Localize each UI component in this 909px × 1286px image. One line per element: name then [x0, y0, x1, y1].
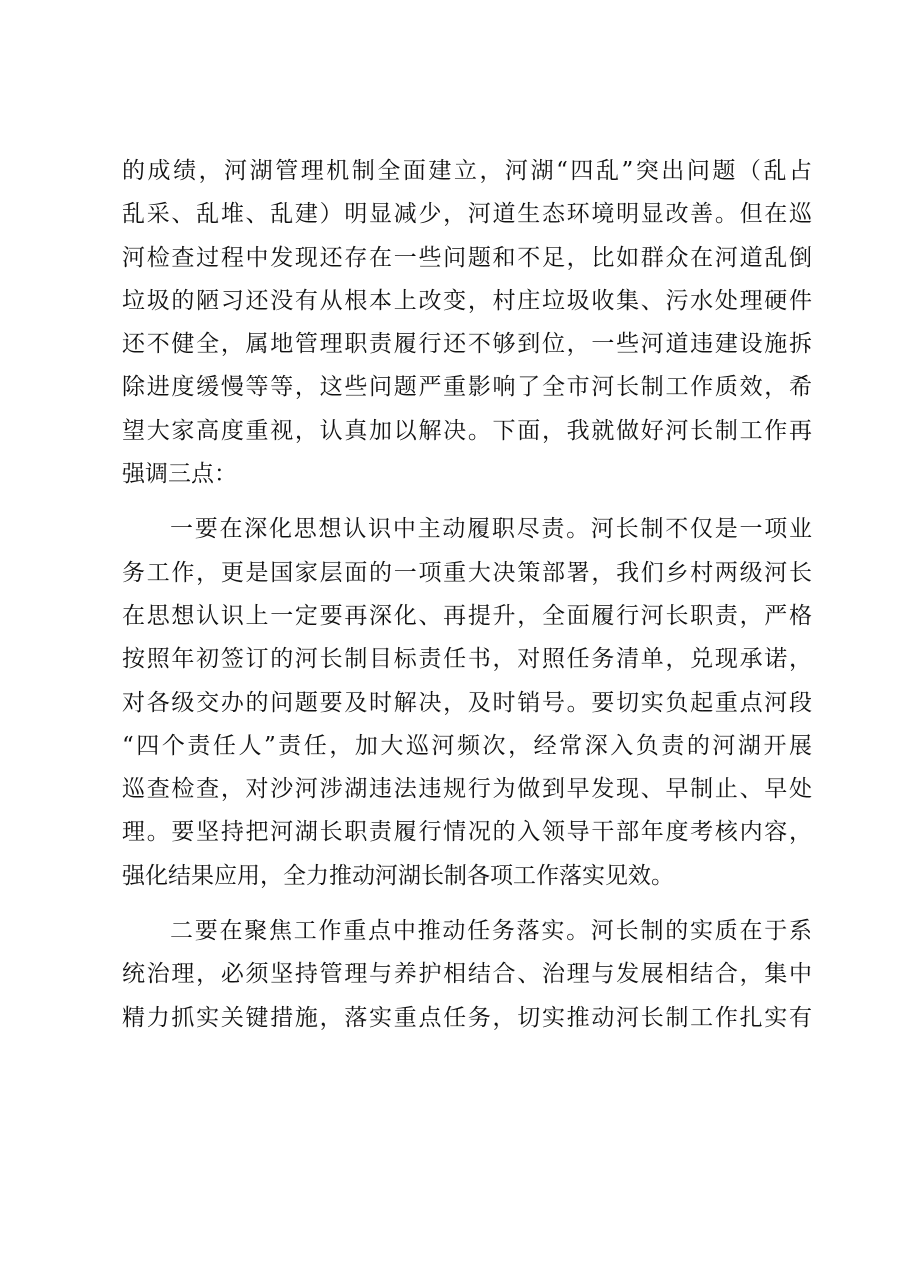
text-line: 河检查过程中发现还存在一些问题和不足，比如群众在河道乱倒 — [122, 244, 812, 271]
text-line: 还不健全，属地管理职责履行还不够到位，一些河道违建设施拆 — [122, 331, 812, 358]
text-line: 一要在深化思想认识中主动履职尽责。河长制不仅是一项业 — [170, 516, 812, 543]
paragraph-2 — [122, 508, 812, 898]
text-line: 的成绩，河湖管理机制全面建立，河湖“四乱”突出问题（乱占 — [122, 158, 812, 184]
text-line: 除进度缓慢等等，这些问题严重影响了全市河长制工作质效，希 — [122, 374, 812, 401]
text-line: 二要在聚焦工作重点中推动任务落实。河长制的实质在于系 — [170, 918, 812, 945]
paragraph-spacer — [122, 898, 812, 910]
paragraph-spacer — [122, 496, 812, 508]
text-line: 按照年初签订的河长制目标责任书，对照任务清单，兑现承诺， — [122, 646, 812, 673]
text-line: 精力抓实关键措施，落实重点任务，切实推动河长制工作扎实有 — [122, 1004, 812, 1031]
text-line: 统治理，必须坚持管理与养护相结合、治理与发展相结合，集中 — [122, 961, 812, 988]
paragraph-3 — [122, 910, 812, 1040]
text-line: 理。要坚持把河湖长职责履行情况的入领导干部年度考核内容， — [122, 819, 812, 846]
text-line: “四个责任人”责任，加大巡河频次，经常深入负责的河湖开展 — [122, 732, 812, 759]
document-body — [122, 150, 812, 1040]
paragraph-1 — [122, 150, 812, 496]
text-line: 乱采、乱堆、乱建）明显减少，河道生态环境明显改善。但在巡 — [122, 201, 812, 228]
text-line: 务工作，更是国家层面的一项重大决策部署，我们乡村两级河长 — [122, 559, 812, 586]
text-line: 望大家高度重视，认真加以解决。下面，我就做好河长制工作再 — [122, 417, 812, 444]
text-line: 在思想认识上一定要再深化、再提升，全面履行河长职责，严格 — [122, 602, 812, 629]
text-line: 强调三点： — [122, 461, 237, 488]
text-line: 对各级交办的问题要及时解决，及时销号。要切实负起重点河段 — [122, 689, 812, 716]
text-line: 巡查检查，对沙河涉湖违法违规行为做到早发现、早制止、早处 — [122, 776, 812, 803]
text-line: 垃圾的陋习还没有从根本上改变，村庄垃圾收集、污水处理硬件 — [122, 287, 812, 314]
text-line: 强化结果应用，全力推动河湖长制各项工作落实见效。 — [122, 862, 674, 889]
